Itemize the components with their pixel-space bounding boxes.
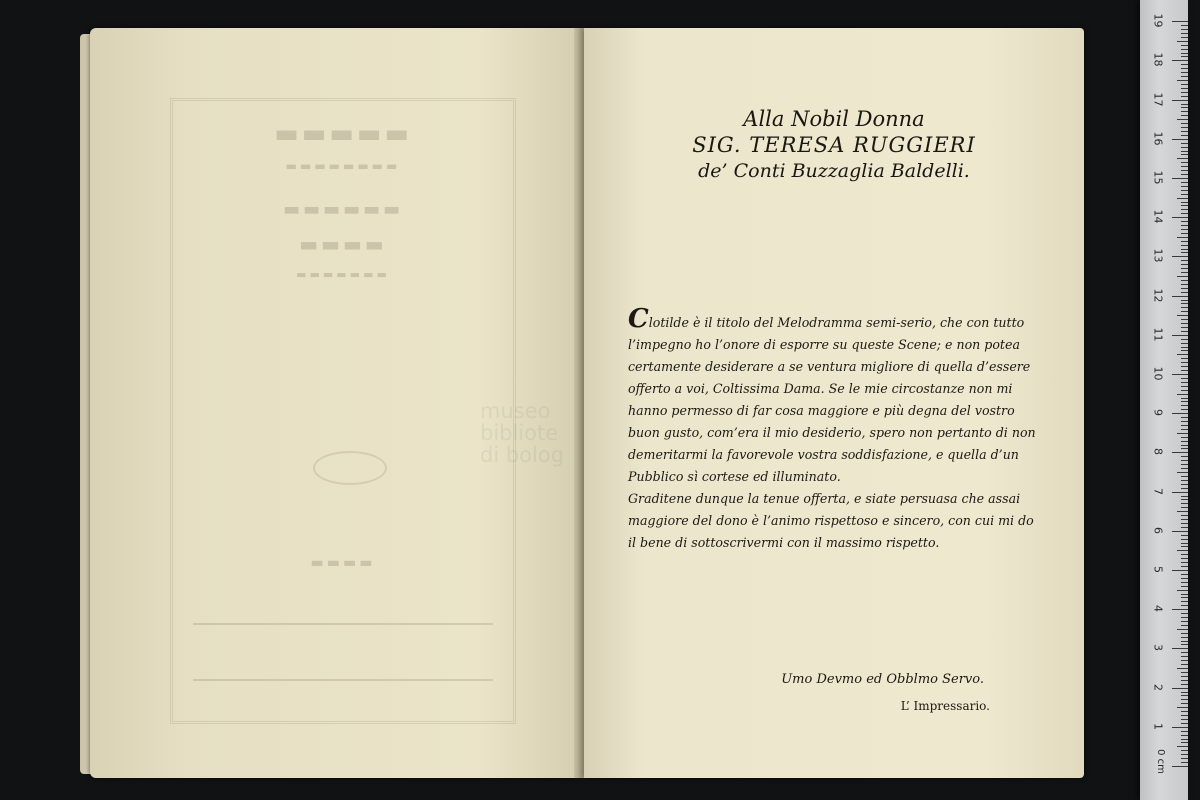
open-booklet: [78, 18, 1090, 782]
ruler-label: 1: [1151, 722, 1165, 730]
ruler-tick: [1181, 319, 1188, 320]
ruler-tick: [1181, 45, 1188, 46]
ruler-tick: [1181, 205, 1188, 206]
dedication-line-2: SIG. TERESA RUGGIERI: [692, 133, 976, 157]
ruler-tick: [1181, 303, 1188, 304]
ruler-tick: [1181, 115, 1188, 116]
ruler-tick: [1181, 182, 1188, 183]
ruler-tick: [1181, 437, 1188, 438]
ruler-tick: [1172, 452, 1188, 453]
ruler-tick: [1181, 268, 1188, 269]
ruler-tick: [1172, 727, 1188, 728]
ruler-tick: [1181, 441, 1188, 442]
ruler-tick: [1181, 476, 1188, 477]
ruler-tick: [1181, 186, 1188, 187]
ruler-tick: [1181, 468, 1188, 469]
ruler-tick: [1177, 550, 1188, 551]
ruler-tick: [1181, 409, 1188, 410]
ruler-tick: [1172, 766, 1188, 767]
signature-block: [781, 672, 990, 713]
ruler-unit: 0 cm: [1154, 749, 1166, 774]
ruler-tick: [1181, 260, 1188, 261]
ruler-tick: [1177, 394, 1188, 395]
paragraph-1: [628, 304, 1040, 488]
ruler-tick: [1181, 362, 1188, 363]
ornament-shape: [313, 451, 387, 485]
ruler-tick: [1181, 339, 1188, 340]
ruler-tick: [1181, 566, 1188, 567]
ruler-tick: [1181, 507, 1188, 508]
ruler-tick: [1181, 656, 1188, 657]
watermark-line: di bolog: [480, 443, 565, 467]
ruler-tick: [1181, 711, 1188, 712]
ruler-tick: [1181, 543, 1188, 544]
ruler-tick: [1181, 190, 1188, 191]
ruler-tick: [1181, 429, 1188, 430]
ruler-label: 3: [1151, 644, 1165, 652]
ruler-tick: [1181, 366, 1188, 367]
ruler-tick: [1181, 111, 1188, 112]
ruler-tick: [1181, 209, 1188, 210]
ruler-tick: [1177, 668, 1188, 669]
ruler-tick: [1172, 256, 1188, 257]
ruler-tick: [1177, 433, 1188, 434]
dedication-body: [628, 304, 1040, 554]
ruler-tick: [1181, 605, 1188, 606]
ruler-tick: [1181, 284, 1188, 285]
ruler-tick: [1181, 104, 1188, 105]
ruler-tick: [1181, 170, 1188, 171]
ruler-tick: [1177, 472, 1188, 473]
ruler-tick: [1177, 198, 1188, 199]
ruler-tick: [1181, 245, 1188, 246]
ruler-tick: [1181, 597, 1188, 598]
signoff-line-2: L’ Impressario.: [900, 699, 990, 713]
ruler-tick: [1181, 421, 1188, 422]
ruler-tick: [1172, 648, 1188, 649]
ruler-tick: [1181, 562, 1188, 563]
ruler-tick: [1181, 390, 1188, 391]
ruler-label: 14: [1151, 209, 1165, 224]
ruler-tick: [1172, 100, 1188, 101]
ruler-tick: [1181, 684, 1188, 685]
ruler-tick: [1181, 503, 1188, 504]
ruler-tick: [1181, 739, 1188, 740]
ruler-tick: [1177, 237, 1188, 238]
ruler-tick: [1181, 331, 1188, 332]
ruler-tick: [1181, 644, 1188, 645]
ruler-tick: [1181, 264, 1188, 265]
ruler-tick: [1181, 241, 1188, 242]
ruler-tick: [1181, 154, 1188, 155]
ruler-tick: [1181, 327, 1188, 328]
ruler-tick: [1181, 323, 1188, 324]
ruler-tick: [1181, 574, 1188, 575]
ruler-tick: [1181, 652, 1188, 653]
ruler-tick: [1181, 554, 1188, 555]
ruler-tick: [1181, 582, 1188, 583]
bleed-through-title-page: ▬▬▬▬▬ ▬▬▬▬▬▬▬▬ ▬▬▬▬▬▬ ▬▬▬▬ ▬▬▬▬▬▬▬ ▬▬▬▬: [170, 98, 516, 724]
ruler-tick: [1172, 178, 1188, 179]
ruler-label: 8: [1151, 448, 1165, 456]
ruler-tick: [1181, 233, 1188, 234]
ruler-label: 2: [1151, 683, 1165, 691]
ruler-tick: [1181, 131, 1188, 132]
ruler-tick: [1181, 123, 1188, 124]
ruler-tick: [1181, 307, 1188, 308]
ruler-tick: [1181, 151, 1188, 152]
watermark: [480, 400, 564, 466]
ruler-tick: [1172, 374, 1188, 375]
ruler-label: 12: [1151, 288, 1165, 303]
ruler-tick: [1181, 72, 1188, 73]
ruler-tick: [1181, 695, 1188, 696]
ruler-tick: [1181, 692, 1188, 693]
ruler-label: 16: [1151, 131, 1165, 146]
drop-cap: C: [628, 304, 649, 334]
ruler-label: 11: [1151, 327, 1165, 342]
dedication-heading: [584, 106, 1084, 184]
ruler-tick: [1177, 41, 1188, 42]
ruler-tick: [1181, 288, 1188, 289]
ruler-tick: [1181, 735, 1188, 736]
ruler-tick: [1181, 194, 1188, 195]
ruler-tick: [1181, 358, 1188, 359]
ruler-tick: [1181, 425, 1188, 426]
ruler-tick: [1181, 456, 1188, 457]
ruler-tick: [1181, 386, 1188, 387]
ruler-tick: [1172, 570, 1188, 571]
ruler-tick: [1181, 76, 1188, 77]
ruler-tick: [1181, 758, 1188, 759]
ruler-tick: [1181, 731, 1188, 732]
ruler-tick: [1181, 499, 1188, 500]
ruler-tick: [1181, 484, 1188, 485]
ruler-tick: [1181, 723, 1188, 724]
ruler-tick: [1181, 637, 1188, 638]
ruler-tick: [1181, 382, 1188, 383]
ruler-tick: [1181, 488, 1188, 489]
ruler-tick: [1181, 460, 1188, 461]
ruler-tick: [1181, 311, 1188, 312]
ruler-tick: [1177, 119, 1188, 120]
ruler-tick: [1181, 750, 1188, 751]
ruler-tick: [1181, 742, 1188, 743]
ruler-tick: [1181, 594, 1188, 595]
ruler-tick: [1181, 68, 1188, 69]
ruler-tick: [1172, 296, 1188, 297]
ruler-tick: [1172, 609, 1188, 610]
ruler-tick: [1181, 613, 1188, 614]
ruler-label: 6: [1151, 526, 1165, 534]
ruler-tick: [1181, 135, 1188, 136]
ruler-tick: [1172, 531, 1188, 532]
ruler-label: 17: [1151, 92, 1165, 107]
ruler-tick: [1177, 354, 1188, 355]
ruler-tick: [1181, 464, 1188, 465]
ruler-tick: [1172, 492, 1188, 493]
ruler-tick: [1181, 417, 1188, 418]
ruler-label: 10: [1151, 366, 1165, 381]
ruler-tick: [1181, 762, 1188, 763]
ruler-tick: [1181, 370, 1188, 371]
ruler-label: 5: [1151, 566, 1165, 573]
ruler-label: 4: [1151, 605, 1165, 613]
ruler-tick: [1181, 539, 1188, 540]
ruler-tick: [1181, 166, 1188, 167]
ruler-tick: [1181, 448, 1188, 449]
ruler-tick: [1181, 672, 1188, 673]
ruler-tick: [1181, 680, 1188, 681]
ruler-tick: [1177, 511, 1188, 512]
ruler-tick: [1181, 754, 1188, 755]
paragraph-2: Graditene dunque la tenue offerta, e siate persuasa che assai maggiore del dono è l’animo rispettoso e sincero, con cui mi do il bene di sottoscrivermi con il massimo rispetto.: [628, 491, 1034, 550]
ruler-tick: [1181, 699, 1188, 700]
ruler-tick: [1181, 92, 1188, 93]
ruler-tick: [1177, 590, 1188, 591]
ruler-tick: [1181, 343, 1188, 344]
ruler-tick: [1181, 147, 1188, 148]
ruler-tick: [1181, 445, 1188, 446]
ruler-tick: [1181, 664, 1188, 665]
ruler-tick: [1172, 688, 1188, 689]
ruler-tick: [1172, 21, 1188, 22]
ruler-tick: [1181, 527, 1188, 528]
ruler-tick: [1181, 715, 1188, 716]
ruler-tick: [1181, 96, 1188, 97]
ruler-tick: [1177, 707, 1188, 708]
ruler-tick: [1181, 401, 1188, 402]
ruler-tick: [1181, 515, 1188, 516]
ruler-tick: [1181, 88, 1188, 89]
ruler-tick: [1181, 272, 1188, 273]
ruler-tick: [1181, 213, 1188, 214]
signoff-line-1: Umo Devmo ed Obblmo Servo.: [781, 672, 984, 687]
ruler-tick: [1181, 252, 1188, 253]
ruler-label: 13: [1151, 248, 1165, 263]
ruler-tick: [1181, 221, 1188, 222]
ruler-label: 19: [1151, 13, 1165, 28]
ruler-tick: [1181, 586, 1188, 587]
ruler-tick: [1177, 315, 1188, 316]
ruler-tick: [1181, 162, 1188, 163]
ruler-tick: [1181, 578, 1188, 579]
paragraph-1-text: lotilde è il titolo del Melodramma semi-serio, che con tutto l’impegno ho l’onore di esporre su queste Scene; e non potea certamente desiderare a se ventura migliore di quella d’essere offerto a voi, Coltissima Dama. Se le mie circostanze non mi hanno permesso di far cosa maggiore e più degna del vostro buon gusto, com’era il mio desiderio, spero non pertanto di non demeritarmi la favorevole vostra soddisfazione, e quella d’un Pubblico sì cortese ed illuminato.: [628, 315, 1036, 484]
ruler-tick: [1181, 660, 1188, 661]
ruler-tick: [1181, 601, 1188, 602]
ruler-tick: [1181, 523, 1188, 524]
ruler-tick: [1181, 641, 1188, 642]
ruler-tick: [1177, 276, 1188, 277]
ruler-tick: [1177, 158, 1188, 159]
ruler-tick: [1181, 633, 1188, 634]
ruler-tick: [1181, 84, 1188, 85]
ruler-tick: [1181, 347, 1188, 348]
ruler-tick: [1181, 225, 1188, 226]
ruler-tick: [1177, 80, 1188, 81]
ruler-tick: [1181, 519, 1188, 520]
ruler-tick: [1172, 139, 1188, 140]
ruler-tick: [1172, 217, 1188, 218]
ruler-tick: [1177, 746, 1188, 747]
watermark-line: bibliote: [480, 421, 559, 445]
ruler-tick: [1181, 405, 1188, 406]
ruler-label: 18: [1151, 52, 1165, 67]
ruler-tick: [1181, 56, 1188, 57]
right-page: [584, 28, 1084, 778]
ruler-tick: [1181, 107, 1188, 108]
ruler-tick: [1181, 25, 1188, 26]
ruler-tick: [1181, 127, 1188, 128]
ruler-tick: [1181, 53, 1188, 54]
ruler-tick: [1181, 292, 1188, 293]
ruler-tick: [1181, 37, 1188, 38]
ruler-tick: [1181, 625, 1188, 626]
ruler-tick: [1181, 350, 1188, 351]
dedication-line-3: de’ Conti Buzzaglia Baldelli.: [698, 160, 970, 182]
ruler-tick: [1181, 143, 1188, 144]
ruler-tick: [1172, 335, 1188, 336]
ruler-tick: [1181, 719, 1188, 720]
ruler-tick: [1181, 535, 1188, 536]
measurement-ruler: [1140, 0, 1188, 800]
ruler-tick: [1181, 29, 1188, 30]
ruler-tick: [1181, 496, 1188, 497]
ruler-tick: [1172, 60, 1188, 61]
ruler-tick: [1181, 480, 1188, 481]
dedication-line-1: Alla Nobil Donna: [743, 107, 925, 131]
ruler-tick: [1181, 617, 1188, 618]
ruler-tick: [1181, 174, 1188, 175]
ruler-label: 9: [1151, 409, 1165, 417]
ruler-tick: [1181, 300, 1188, 301]
ruler-tick: [1181, 280, 1188, 281]
ruler-tick: [1181, 202, 1188, 203]
ruler-tick: [1181, 703, 1188, 704]
ruler-tick: [1181, 49, 1188, 50]
ruler-tick: [1172, 413, 1188, 414]
ruler-tick: [1181, 621, 1188, 622]
ruler-tick: [1181, 558, 1188, 559]
ruler-tick: [1177, 629, 1188, 630]
ruler-tick: [1181, 398, 1188, 399]
watermark-line: museo: [480, 399, 551, 423]
ruler-tick: [1181, 64, 1188, 65]
ruler-label: 15: [1151, 170, 1165, 185]
ruler-tick: [1181, 249, 1188, 250]
ruler-label: 7: [1151, 487, 1165, 495]
ruler-tick: [1181, 378, 1188, 379]
ruler-tick: [1181, 546, 1188, 547]
ruler-tick: [1181, 33, 1188, 34]
ruler-tick: [1181, 229, 1188, 230]
ruler-tick: [1181, 676, 1188, 677]
